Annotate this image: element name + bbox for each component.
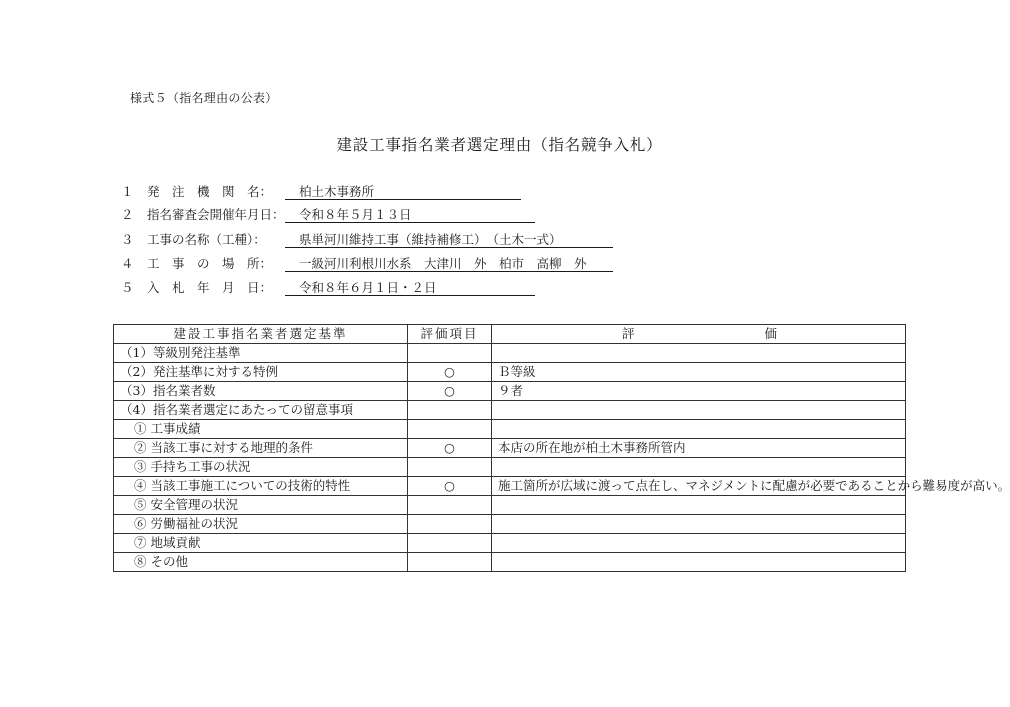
evaluation-cell — [492, 458, 906, 477]
evaluation-cell: ９者 — [492, 382, 906, 401]
mark-cell: ○ — [408, 363, 492, 382]
info-label: 入 札 年 月 日： — [147, 280, 273, 295]
mark-cell: ○ — [408, 439, 492, 458]
evaluation-cell: 施工箇所が広域に渡って点在し、マネジメントに配慮が必要であることから難易度が高い。 — [492, 477, 906, 496]
evaluation-cell — [492, 401, 906, 420]
criteria-cell: ① 工事成績 — [114, 420, 408, 439]
evaluation-cell — [492, 553, 906, 572]
info-label: 工 事 の 場 所： — [147, 256, 273, 271]
criteria-cell: （1）等級別発注基準 — [114, 344, 408, 363]
info-number: １ — [121, 184, 134, 199]
info-value: 県単河川維持工事（維持補修工） （土木一式） — [285, 230, 613, 248]
evaluation-cell: 本店の所在地が柏土木事務所管内 — [492, 439, 906, 458]
mark-cell — [408, 458, 492, 477]
evaluation-cell — [492, 344, 906, 363]
info-label: 発 注 機 関 名： — [147, 184, 273, 199]
info-value: 柏土木事務所 — [285, 182, 521, 200]
table-row — [114, 515, 906, 534]
info-value: 令和８年６月１日・２日 — [285, 278, 535, 296]
evaluation-cell — [492, 496, 906, 515]
criteria-cell: ⑤ 安全管理の状況 — [114, 496, 408, 515]
table-row — [114, 496, 906, 515]
mark-cell — [408, 534, 492, 553]
mark-cell: ○ — [408, 382, 492, 401]
criteria-cell: ③ 手持ち工事の状況 — [114, 458, 408, 477]
mark-cell — [408, 401, 492, 420]
info-number: ５ — [121, 280, 134, 295]
document-title: 建設工事指名業者選定理由（指名競争入札） — [336, 136, 663, 154]
mark-cell — [408, 344, 492, 363]
criteria-cell: ② 当該工事に対する地理的条件 — [114, 439, 408, 458]
header-item: 評価項目 — [408, 325, 492, 344]
table-row — [114, 458, 906, 477]
info-value: 令和８年５月１３日 — [285, 205, 535, 223]
evaluation-cell — [492, 420, 906, 439]
mark-cell — [408, 553, 492, 572]
selection-criteria-table — [113, 324, 1010, 572]
criteria-cell: ⑥ 労働福祉の状況 — [114, 515, 408, 534]
info-number: ４ — [121, 256, 134, 271]
criteria-cell: （4）指名業者選定にあたっての留意事項 — [114, 401, 408, 420]
info-label: 指名審査会開催年月日： — [147, 207, 285, 222]
info-number: ２ — [121, 207, 134, 222]
evaluation-cell — [492, 515, 906, 534]
header-criteria: 建設工事指名業者選定基準 — [114, 325, 408, 344]
table-row — [114, 553, 906, 572]
table-row — [114, 401, 906, 420]
criteria-cell: ④ 当該工事施工についての技術的特性 — [114, 477, 408, 496]
criteria-cell: （2）発注基準に対する特例 — [114, 363, 408, 382]
criteria-cell: ⑦ 地域貢献 — [114, 534, 408, 553]
info-label: 工事の名称（工種）： — [147, 232, 266, 247]
table-row — [114, 344, 906, 363]
form-label: 様式５（指名理由の公表） — [130, 91, 278, 105]
info-number: ３ — [121, 232, 134, 247]
evaluation-cell — [492, 534, 906, 553]
table-row — [114, 363, 906, 382]
mark-cell — [408, 496, 492, 515]
table-row — [114, 477, 906, 496]
table-row — [114, 382, 906, 401]
table-row — [114, 420, 906, 439]
header-eval-left: 評 — [622, 326, 637, 341]
table-header-row — [114, 325, 906, 344]
criteria-cell: （3）指名業者数 — [114, 382, 408, 401]
mark-cell: ○ — [408, 477, 492, 496]
table-row — [114, 439, 906, 458]
mark-cell — [408, 420, 492, 439]
header-eval-right: 価 — [764, 326, 779, 341]
info-value: 一級河川利根川水系 大津川 外 柏市 高柳 外 — [285, 254, 613, 272]
evaluation-cell: Ｂ等級 — [492, 363, 906, 382]
header-evaluation — [492, 325, 906, 344]
criteria-cell: ⑧ その他 — [114, 553, 408, 572]
mark-cell — [408, 515, 492, 534]
table-row — [114, 534, 906, 553]
